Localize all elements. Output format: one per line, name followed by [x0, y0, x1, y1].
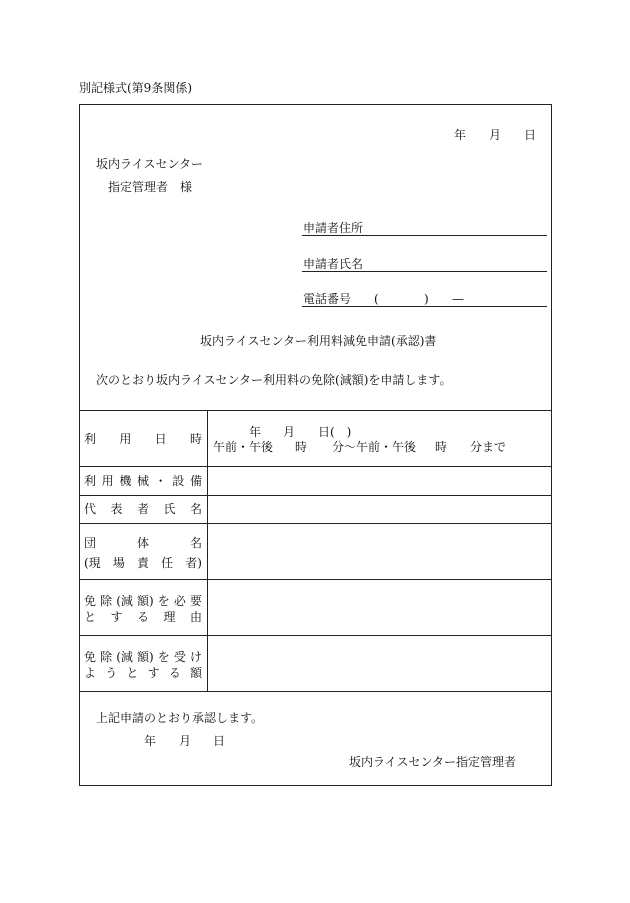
row-label-amount-line1: 免 除 (減 額) を 受 け: [84, 650, 202, 664]
datetime-start-ampm: 午前・午後: [213, 440, 274, 454]
row-label-representative: 代 表 者 氏 名: [84, 502, 202, 516]
form-title: 坂内ライスセンター利用料減免申請(承認)書: [200, 334, 437, 348]
date-month-label: 月: [489, 128, 502, 142]
datetime-start-min-end-ampm: 分～午前・午後: [332, 440, 417, 454]
approval-text: 上記申請のとおり承認します。: [96, 711, 264, 725]
row-label-reason-line2: と す る 理 由: [84, 610, 202, 624]
form-reference: 別記様式(第9条関係): [79, 81, 192, 95]
row-label-datetime: 利 用 日 時: [84, 432, 202, 446]
datetime-end-hour: 時: [435, 440, 448, 454]
phone-paren-close: ): [424, 292, 429, 306]
applicant-address-field[interactable]: [302, 235, 547, 236]
datetime-end-min: 分まで: [470, 440, 507, 454]
table-bottom-border: [79, 691, 552, 692]
datetime-year: 年: [249, 425, 262, 439]
row-label-equipment: 利 用 機 械 ・ 設 備: [84, 474, 202, 488]
phone-paren-open: (: [374, 292, 379, 306]
applicant-address-label: 申請者住所: [303, 221, 364, 235]
datetime-day-weekday: 日( ): [318, 425, 352, 439]
row-label-reason-line1: 免 除 (減 額) を 必 要: [84, 594, 202, 608]
datetime-start-hour: 時: [295, 440, 308, 454]
phone-dash: —: [452, 292, 464, 306]
row-label-amount-line2: よ う と す る 額: [84, 666, 202, 680]
date-day-label: 日: [524, 128, 537, 142]
applicant-name-field[interactable]: [302, 271, 547, 272]
group-input-cell[interactable]: [208, 524, 551, 579]
reason-input-cell[interactable]: [208, 580, 551, 635]
applicant-name-label: 申請者氏名: [303, 257, 364, 271]
applicant-phone-label: 電話番号: [303, 292, 352, 306]
intro-text: 次のとおり坂内ライスセンター利用料の免除(減額)を申請します。: [96, 373, 452, 387]
approval-year: 年: [144, 734, 157, 748]
amount-input-cell[interactable]: [208, 636, 551, 691]
row-label-site-manager: (現 場 責 任 者): [84, 556, 202, 570]
equipment-input-cell[interactable]: [208, 467, 551, 495]
approval-day: 日: [213, 734, 226, 748]
date-year-label: 年: [454, 128, 467, 142]
addressee-facility: 坂内ライスセンター: [96, 157, 204, 171]
row-label-group-name: 団 体 名: [84, 536, 202, 550]
datetime-month: 月: [283, 425, 296, 439]
datetime-input-cell[interactable]: [208, 411, 551, 466]
approval-month: 月: [179, 734, 192, 748]
approval-signatory: 坂内ライスセンター指定管理者: [349, 755, 517, 769]
representative-input-cell[interactable]: [208, 496, 551, 523]
applicant-phone-field[interactable]: [302, 306, 547, 307]
addressee-recipient: 指定管理者 様: [108, 180, 193, 194]
